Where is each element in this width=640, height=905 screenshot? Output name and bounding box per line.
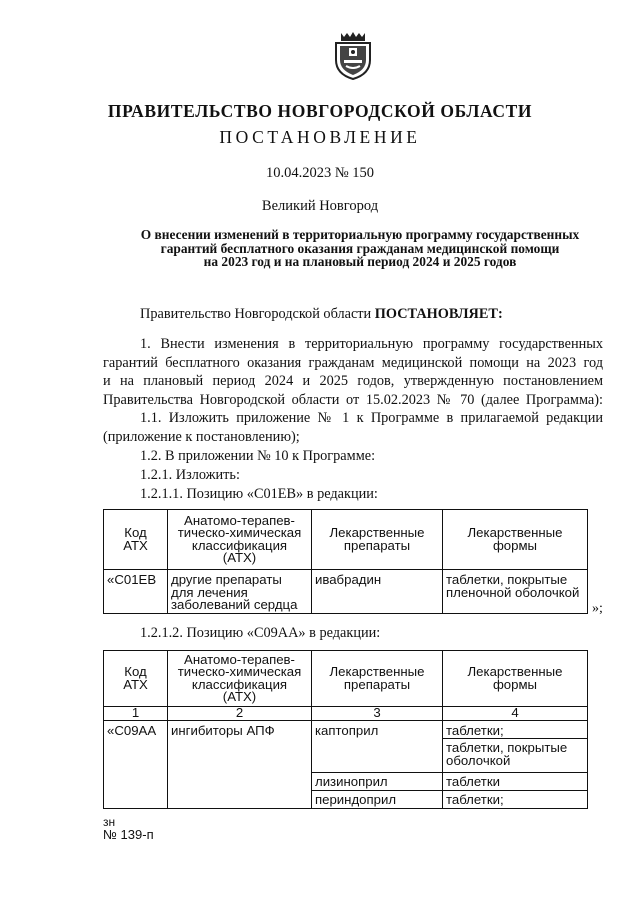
document-type: ПОСТАНОВЛЕНИЕ: [219, 127, 421, 147]
paragraph-1-1: 1.1. Изложить приложение № 1 к Программе в прилагаемой редакции (приложение к постановлению);: [103, 410, 603, 445]
cell-group: ингибиторы АПФ: [168, 721, 312, 809]
paragraph-1-2-1-2: 1.2.1.2. Позицию «С09АА» в редакции:: [140, 625, 381, 641]
col-number: 4: [443, 707, 588, 721]
table-c09aa: [103, 650, 588, 809]
paragraph-1-2-1: 1.2.1. Изложить:: [140, 467, 240, 483]
column-number-row: [104, 707, 588, 721]
header-drugs: Лекарственные препараты: [312, 510, 443, 570]
footer-number: № 139-п: [103, 827, 154, 842]
cell-drug: ивабрадин: [312, 570, 443, 614]
cell-form: таблетки;: [443, 791, 588, 809]
header-code: Код АТХ: [104, 651, 168, 707]
cell-form: таблетки, покрытые пленочной оболочкой: [443, 570, 588, 614]
col-number: 1: [104, 707, 168, 721]
cell-drug: каптоприл: [312, 721, 443, 773]
table-header-row: [104, 651, 588, 707]
header-classification: Анатомо-терапев- тическо-химическая классификация (АТХ): [168, 651, 312, 707]
col-number: 3: [312, 707, 443, 721]
date-number: 10.04.2023 № 150: [265, 165, 375, 181]
city-name: Великий Новгород: [261, 198, 379, 214]
paragraph-1: 1. Внести изменения в территориальную программу государственных гарантий бесплатного оказания гражданам медицинской помощи на 2023 год и на плановый период 2024 и 2025 годов, утвержденную постановлением Правительства Новгородской области от 15.02.2023 № 70 (далее Программа):: [103, 336, 603, 408]
header-drugs: Лекарственные препараты: [312, 651, 443, 707]
cell-code: «С09АА: [104, 721, 168, 809]
table-header-row: [104, 510, 588, 570]
header-classification: Анатомо-терапев- тическо-химическая классификация (АТХ): [168, 510, 312, 570]
table-row: [104, 570, 588, 614]
header-forms: Лекарственные формы: [443, 651, 588, 707]
cell-code: «С01ЕВ: [104, 570, 168, 614]
cell-drug: периндоприл: [312, 791, 443, 809]
cell-form: таблетки, покрытые оболочкой: [443, 739, 588, 773]
col-number: 2: [168, 707, 312, 721]
footer-mark: зн: [103, 815, 116, 829]
table-c01eb: [103, 509, 588, 614]
cell-drug: лизиноприл: [312, 773, 443, 791]
header-forms: Лекарственные формы: [443, 510, 588, 570]
coat-of-arms-icon: [332, 30, 374, 80]
document-title: О внесении изменений в территориальную программу государственных гарантий бесплатного оказания гражданам медицинской помощи на 2023 год и на плановый период 2024 и 2025 годов: [140, 227, 580, 269]
cell-form: таблетки;: [443, 721, 588, 739]
cell-form: таблетки: [443, 773, 588, 791]
cell-group: другие препараты для лечения заболеваний сердца: [168, 570, 312, 614]
closing-quote: »;: [592, 601, 603, 616]
table-row: [104, 721, 588, 739]
intro-paragraph: Правительство Новгородской области ПОСТАНОВЛЯЕТ:: [140, 306, 503, 322]
paragraph-1-2: 1.2. В приложении № 10 к Программе:: [140, 448, 376, 464]
government-name: ПРАВИТЕЛЬСТВО НОВГОРОДСКОЙ ОБЛАСТИ: [107, 101, 533, 121]
paragraph-1-2-1-1: 1.2.1.1. Позицию «С01ЕВ» в редакции:: [140, 486, 378, 502]
header-code: Код АТХ: [104, 510, 168, 570]
